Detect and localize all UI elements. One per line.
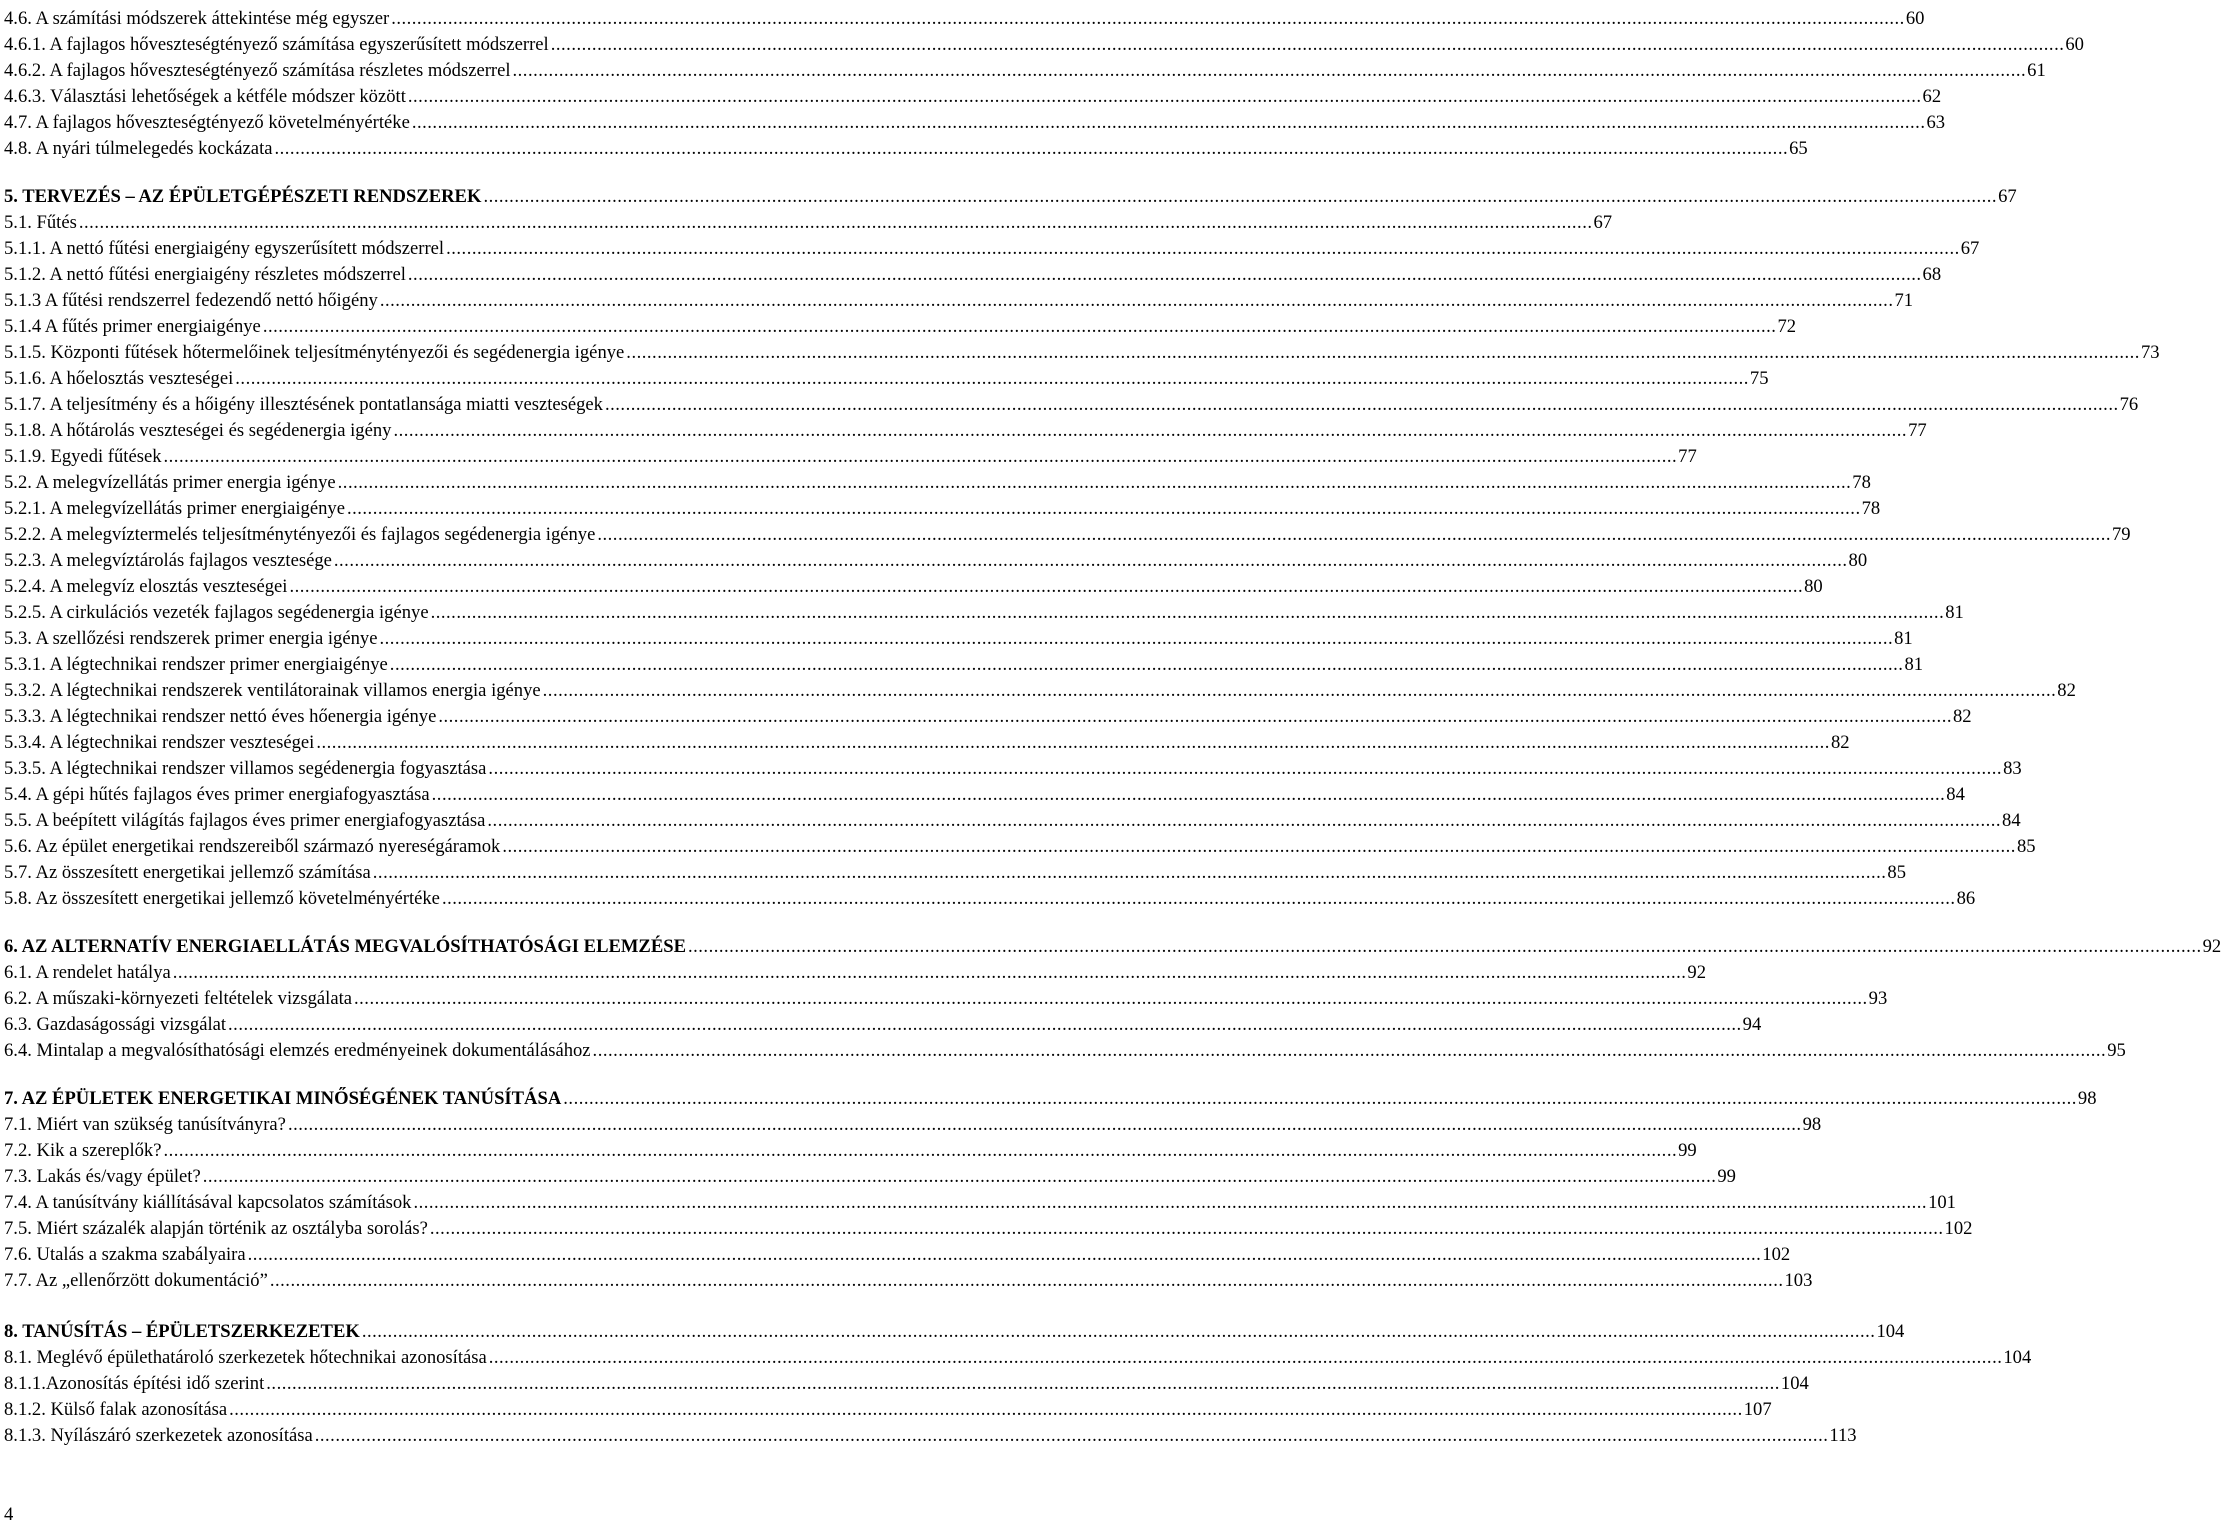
toc-entry-page: 60 xyxy=(1905,8,1925,29)
page-number: 4 xyxy=(4,1504,14,1525)
toc-entry[interactable] xyxy=(4,1243,1791,1267)
dot-leader xyxy=(597,523,2111,547)
toc-entry[interactable] xyxy=(4,601,1964,625)
toc-entry[interactable] xyxy=(4,549,1868,573)
toc-entry-title: 5.1.1. A nettó fűtési energiaigény egyszerűsített módszerrel xyxy=(4,238,445,259)
toc-entry-title: 5.4. A gépi hűtés fajlagos éves primer energiafogyasztása xyxy=(4,784,430,805)
dot-leader xyxy=(288,1113,1802,1137)
toc-entry-title: 5.1.6. A hőelosztás veszteségei xyxy=(4,368,234,389)
toc-entry-title: 5.2. A melegvízellátás primer energia igénye xyxy=(4,472,336,493)
dot-leader xyxy=(373,861,1887,885)
dot-leader xyxy=(412,111,1926,135)
dot-leader xyxy=(266,1372,1780,1396)
toc-entry-title: 5.2.2. A melegvíztermelés teljesítménytényezői és fajlagos segédenergia igénye xyxy=(4,524,596,545)
toc-entry[interactable] xyxy=(4,289,1914,313)
toc-entry-title: 4.6.2. A fajlagos hőveszteségtényező számítása részletes módszerrel xyxy=(4,60,511,81)
toc-entry-title: 5.3. A szellőzési rendszerek primer energia igénye xyxy=(4,628,378,649)
toc-entry-page: 67 xyxy=(1960,238,1980,259)
toc-entry[interactable] xyxy=(4,1113,1822,1137)
toc-entry[interactable] xyxy=(4,1139,1697,1163)
toc-entry-page: 104 xyxy=(2003,1347,2032,1368)
toc-entry-page: 82 xyxy=(2057,680,2076,701)
toc-entry-page: 82 xyxy=(1830,732,1850,753)
toc-entry-page: 61 xyxy=(2027,60,2046,81)
toc-entry-page: 107 xyxy=(1743,1399,1772,1420)
toc-entry-title: 5.3.3. A légtechnikai rendszer nettó éves hőenergia igénye xyxy=(4,706,437,727)
toc-entry-title: 7.1. Miért van szükség tanúsítványra? xyxy=(4,1114,286,1135)
toc-entry[interactable] xyxy=(4,59,2046,83)
toc-entry[interactable] xyxy=(4,341,2160,365)
toc-entry-page: 94 xyxy=(1742,1014,1762,1035)
toc-entry-title: 4.6.1. A fajlagos hőveszteségtényező számítása egyszerűsített módszerrel xyxy=(4,34,549,55)
toc-entry-title: 5.1.4 A fűtés primer energiaigénye xyxy=(4,316,261,337)
dot-leader xyxy=(393,419,1907,443)
dot-leader xyxy=(446,237,1960,261)
toc-entry[interactable] xyxy=(4,1398,1772,1422)
toc-entry[interactable] xyxy=(4,367,1769,391)
dot-leader xyxy=(487,809,2001,833)
toc-entry-page: 95 xyxy=(2107,1040,2126,1061)
toc-entry-page: 85 xyxy=(2016,836,2036,857)
toc-entry-title: 5.2.3. A melegvíztárolás fajlagos vesztesége xyxy=(4,550,332,571)
toc-entry[interactable] xyxy=(4,137,1808,161)
toc-entry-page: 93 xyxy=(1868,988,1888,1009)
dot-leader xyxy=(563,1087,2077,1111)
toc-entry[interactable] xyxy=(4,887,1976,911)
dot-leader xyxy=(79,211,1593,235)
toc-entry-page: 113 xyxy=(1829,1425,1857,1446)
dot-leader xyxy=(431,601,1945,625)
toc-entry[interactable] xyxy=(4,935,2221,959)
toc-entry-page: 80 xyxy=(1804,576,1823,597)
dot-leader xyxy=(362,1320,1876,1344)
toc-entry-title: 8.1.1.Azonosítás építési idő szerint xyxy=(4,1373,265,1394)
toc-entry-title: 5.2.5. A cirkulációs vezeték fajlagos segédenergia igénye xyxy=(4,602,429,623)
toc-entry[interactable] xyxy=(4,1372,1809,1396)
toc-entry-page: 104 xyxy=(1876,1321,1905,1342)
toc-entry-title: 5.6. Az épület energetikai rendszereiből származó nyereségáramok xyxy=(4,836,501,857)
toc-entry-title: 8.1.3. Nyílászáró szerkezetek azonosítása xyxy=(4,1425,313,1446)
dot-leader xyxy=(442,887,1956,911)
toc-entry-page: 81 xyxy=(1894,628,1913,649)
toc-entry-title: 7.5. Miért százalék alapján történik az osztályba sorolás? xyxy=(4,1218,428,1239)
toc-entry[interactable] xyxy=(4,445,1697,469)
toc-entry[interactable] xyxy=(4,961,1707,985)
toc-entry-page: 77 xyxy=(1678,446,1697,467)
toc-entry-page: 76 xyxy=(2119,394,2139,415)
toc-entry-page: 73 xyxy=(2140,342,2160,363)
toc-entry[interactable] xyxy=(4,1269,1813,1293)
toc-entry-title: 5.1. Fűtés xyxy=(4,212,77,233)
toc-entry[interactable] xyxy=(4,835,2036,859)
toc-entry[interactable] xyxy=(4,861,1906,885)
toc-entry-title: 6.2. A műszaki-környezeti feltételek vizsgálata xyxy=(4,988,352,1009)
toc-entry[interactable] xyxy=(4,1320,1905,1344)
toc-entry-title: 8.1.2. Külső falak azonosítása xyxy=(4,1399,228,1420)
dot-leader xyxy=(289,575,1803,599)
toc-entry-page: 81 xyxy=(1904,654,1924,675)
dot-leader xyxy=(347,497,1861,521)
dot-leader xyxy=(605,393,2119,417)
dot-leader xyxy=(408,85,1922,109)
toc-entry[interactable] xyxy=(4,471,1871,495)
dot-leader xyxy=(228,1013,1742,1037)
toc-entry-title: 7.4. A tanúsítvány kiállításával kapcsolatos számítások xyxy=(4,1192,412,1213)
toc-entry[interactable] xyxy=(4,419,1927,443)
toc-entry[interactable] xyxy=(4,627,1913,651)
toc-entry-page: 82 xyxy=(1952,706,1972,727)
dot-leader xyxy=(593,1039,2107,1063)
toc-entry[interactable] xyxy=(4,497,1881,521)
toc-entry-page: 98 xyxy=(1802,1114,1822,1135)
toc-entry-title: 5.5. A beépített világítás fajlagos éves primer energiafogyasztása xyxy=(4,810,486,831)
toc-entry-title: 5.2.1. A melegvízellátás primer energiaigénye xyxy=(4,498,345,519)
dot-leader xyxy=(164,445,1678,469)
toc-entry-title: 6.1. A rendelet hatálya xyxy=(4,962,171,983)
dot-leader xyxy=(483,185,1997,209)
toc-entry[interactable] xyxy=(4,7,1925,31)
toc-entry-title: 5.3.2. A légtechnikai rendszerek ventilátorainak villamos energia igénye xyxy=(4,680,541,701)
toc-entry-title: 8. TANÚSÍTÁS – ÉPÜLETSZERKEZETEK xyxy=(4,1321,360,1342)
toc-entry-page: 101 xyxy=(1928,1192,1956,1213)
toc-entry-title: 5.1.8. A hőtárolás veszteségei és segédenergia igény xyxy=(4,420,392,441)
dot-leader xyxy=(338,471,1852,495)
toc-entry-page: 80 xyxy=(1848,550,1868,571)
toc-entry-title: 5.1.5. Központi fűtések hőtermelőinek teljesítménytényezői és segédenergia igénye xyxy=(4,342,625,363)
toc-entry-page: 102 xyxy=(1944,1218,1973,1239)
toc-entry-title: 4.6. A számítási módszerek áttekintése még egyszer xyxy=(4,8,390,29)
dot-leader xyxy=(543,679,2057,703)
toc-entry[interactable] xyxy=(4,1013,1762,1037)
toc-entry[interactable] xyxy=(4,679,2076,703)
dot-leader xyxy=(315,1424,1829,1448)
toc-entry-title: 4.7. A fajlagos hőveszteségtényező követelményértéke xyxy=(4,112,410,133)
dot-leader xyxy=(380,289,1894,313)
toc-entry-title: 5.1.2. A nettó fűtési energiaigény részletes módszerrel xyxy=(4,264,406,285)
toc-entry-title: 5.2.4. A melegvíz elosztás veszteségei xyxy=(4,576,288,597)
toc-entry[interactable] xyxy=(4,315,1797,339)
dot-leader xyxy=(438,705,1952,729)
dot-leader xyxy=(513,59,2027,83)
toc-entry[interactable] xyxy=(4,653,1924,677)
dot-leader xyxy=(379,627,1893,651)
dot-leader xyxy=(413,1191,1927,1215)
toc-entry-title: 7. AZ ÉPÜLETEK ENERGETIKAI MINŐSÉGÉNEK TANÚSÍTÁSA xyxy=(4,1088,562,1109)
toc-entry[interactable] xyxy=(4,1424,1857,1448)
toc-entry-page: 63 xyxy=(1926,112,1946,133)
toc-entry-title: 5.1.7. A teljesítmény és a hőigény illesztésének pontatlansága miatti veszteségek xyxy=(4,394,603,415)
dot-leader xyxy=(334,549,1848,573)
dot-leader xyxy=(354,987,1868,1011)
dot-leader xyxy=(432,783,1946,807)
toc-entry-page: 68 xyxy=(1922,264,1942,285)
toc-entry[interactable] xyxy=(4,85,1942,109)
toc-entry-page: 78 xyxy=(1852,472,1871,493)
dot-leader xyxy=(248,1243,1762,1267)
toc-entry-page: 75 xyxy=(1749,368,1769,389)
toc-entry-title: 5.3.5. A légtechnikai rendszer villamos segédenergia fogyasztása xyxy=(4,758,487,779)
toc-entry-title: 7.7. Az „ellenőrzött dokumentáció” xyxy=(4,1270,268,1291)
dot-leader xyxy=(430,1217,1944,1241)
toc-entry-title: 5.3.4. A légtechnikai rendszer veszteségei xyxy=(4,732,315,753)
toc-entry-page: 65 xyxy=(1789,138,1808,159)
toc-entry[interactable] xyxy=(4,575,1823,599)
toc-entry-page: 92 xyxy=(1687,962,1707,983)
toc-entry-title: 6. AZ ALTERNATÍV ENERGIAELLÁTÁS MEGVALÓSÍTHATÓSÁGI ELEMZÉSE xyxy=(4,936,686,957)
toc-entry-title: 7.3. Lakás és/vagy épület? xyxy=(4,1166,201,1187)
toc-entry[interactable] xyxy=(4,757,2022,781)
toc-entry-page: 99 xyxy=(1678,1140,1697,1161)
toc-entry-page: 71 xyxy=(1894,290,1914,311)
toc-entry[interactable] xyxy=(4,987,1888,1011)
toc-entry-page: 98 xyxy=(2077,1088,2097,1109)
toc-entry[interactable] xyxy=(4,1165,1736,1189)
toc-entry-title: 6.3. Gazdaságossági vizsgálat xyxy=(4,1014,227,1035)
toc-entry-title: 6.4. Mintalap a megvalósíthatósági elemzés eredményeinek dokumentálásához xyxy=(4,1040,591,1061)
dot-leader xyxy=(235,367,1749,391)
toc-entry-page: 85 xyxy=(1887,862,1906,883)
toc-entry-page: 77 xyxy=(1908,420,1927,441)
toc-entry[interactable] xyxy=(4,1087,2097,1111)
toc-entry[interactable] xyxy=(4,185,2017,209)
toc-entry[interactable] xyxy=(4,705,1972,729)
dot-leader xyxy=(203,1165,1717,1189)
toc-entry[interactable] xyxy=(4,783,1965,807)
toc-entry-title: 5.1.3 A fűtési rendszerrel fedezendő nettó hőigény xyxy=(4,290,378,311)
toc-entry-page: 84 xyxy=(1946,784,1965,805)
toc-entry[interactable] xyxy=(4,1217,1973,1241)
dot-leader xyxy=(489,1346,2003,1370)
toc-entry-title: 7.6. Utalás a szakma szabályaira xyxy=(4,1244,246,1265)
toc-entry-page: 102 xyxy=(1762,1244,1791,1265)
dot-leader xyxy=(316,731,1830,755)
toc-entry[interactable] xyxy=(4,809,2021,833)
toc-entry-page: 72 xyxy=(1777,316,1797,337)
dot-leader xyxy=(502,835,2016,859)
toc-entry[interactable] xyxy=(4,211,1613,235)
dot-leader xyxy=(390,653,1904,677)
toc-entry-title: 4.8. A nyári túlmelegedés kockázata xyxy=(4,138,273,159)
toc-entry-page: 103 xyxy=(1784,1270,1813,1291)
toc-entry-page: 60 xyxy=(2065,34,2084,55)
toc-entry-title: 8.1. Meglévő épülethatároló szerkezetek hőtechnikai azonosítása xyxy=(4,1347,487,1368)
toc-entry-title: 5.7. Az összesített energetikai jellemző számítása xyxy=(4,862,371,883)
toc-entry-page: 84 xyxy=(2002,810,2021,831)
dot-leader xyxy=(688,935,2202,959)
toc-entry[interactable] xyxy=(4,731,1850,755)
dot-leader xyxy=(163,1139,1677,1163)
dot-leader xyxy=(173,961,1687,985)
toc-entry-page: 92 xyxy=(2202,936,2221,957)
toc-entry[interactable] xyxy=(4,263,1942,287)
toc-entry-title: 7.2. Kik a szereplők? xyxy=(4,1140,162,1161)
toc-entry-page: 67 xyxy=(1593,212,1613,233)
toc-entry-page: 81 xyxy=(1945,602,1964,623)
toc-entry-page: 83 xyxy=(2003,758,2022,779)
toc-entry-title: 5.8. Az összesített energetikai jellemző követelményértéke xyxy=(4,888,440,909)
toc-entry-page: 86 xyxy=(1956,888,1976,909)
toc-entry-page: 78 xyxy=(1861,498,1881,519)
toc-entry[interactable] xyxy=(4,111,1946,135)
dot-leader xyxy=(488,757,2002,781)
dot-leader xyxy=(274,137,1788,161)
dot-leader xyxy=(391,7,1905,31)
toc-entry-page: 104 xyxy=(1780,1373,1809,1394)
toc-entry[interactable] xyxy=(4,523,2131,547)
toc-entry[interactable] xyxy=(4,237,1980,261)
toc-entry-page: 79 xyxy=(2112,524,2131,545)
dot-leader xyxy=(408,263,1922,287)
toc-entry-title: 5.3.1. A légtechnikai rendszer primer energiaigénye xyxy=(4,654,388,675)
toc-entry-title: 5. TERVEZÉS – AZ ÉPÜLETGÉPÉSZETI RENDSZEREK xyxy=(4,186,482,207)
dot-leader xyxy=(551,33,2065,57)
toc-entry[interactable] xyxy=(4,1191,1956,1215)
toc-entry-title: 4.6.3. Választási lehetőségek a kétféle módszer között xyxy=(4,86,406,107)
toc-entry-page: 99 xyxy=(1717,1166,1736,1187)
toc-entry[interactable] xyxy=(4,33,2084,57)
dot-leader xyxy=(229,1398,1743,1422)
dot-leader xyxy=(626,341,2140,365)
toc-entry[interactable] xyxy=(4,1039,2126,1063)
toc-entry[interactable] xyxy=(4,393,2139,417)
dot-leader xyxy=(270,1269,1784,1293)
toc-entry[interactable] xyxy=(4,1346,2032,1370)
toc-entry-page: 62 xyxy=(1922,86,1942,107)
toc-entry-page: 67 xyxy=(1998,186,2017,207)
dot-leader xyxy=(263,315,1777,339)
toc-entry-title: 5.1.9. Egyedi fűtések xyxy=(4,446,162,467)
